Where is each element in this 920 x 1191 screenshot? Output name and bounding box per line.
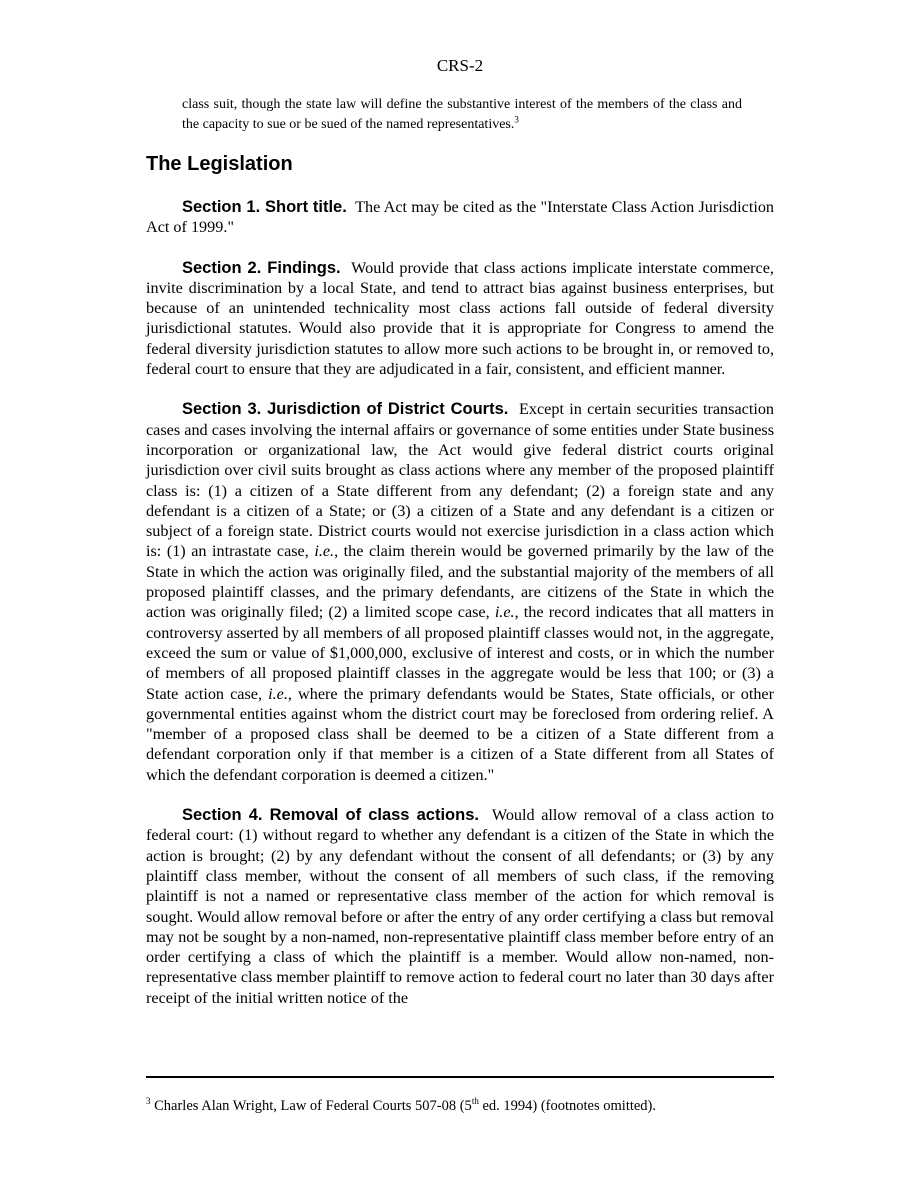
body-text: Except in certain securities transaction cases and cases involving the internal affairs or governance of some entities under State business incorporation or organizational law, the Act would give federal district courts original jurisdiction over civil suits brought as class actions where any member of the proposed plaintiff class is: (1) a citizen of a State different from any defendant; (2) a foreign state and any defendant is a citizen of a State; or (3) a citizen of a State and any defendant is a citizen or subject of a foreign state. District courts would not exercise jurisdiction in a class action which is: (1) an intrastate case, — [146, 400, 775, 561]
italic-abbreviation: i.e. — [494, 603, 515, 622]
section-2 — [146, 258, 774, 380]
section-4-body — [146, 806, 774, 1007]
section-3-label: Section 3. Jurisdiction of District Courts. — [182, 400, 509, 419]
italic-abbreviation: i.e. — [268, 684, 288, 703]
body-text: , the claim therein would be governed primarily by the law of the State in which the action was originally filed, and the substantial majority of the members of all proposed plaintiff classes, and the primary defendants, are citizens of the State in which the action was originally filed; (2) a limited scope case, — [146, 542, 774, 622]
footnote-text-before: Charles Alan Wright, Law of Federal Courts 507-08 (5 — [154, 1098, 472, 1114]
body-text: The Act may be cited as the "Interstate Class Action Jurisdiction Act of 1999." — [146, 198, 775, 237]
footnote-text-after: ed. 1994) (footnotes omitted). — [478, 1098, 657, 1114]
italic-abbreviation: i.e. — [314, 542, 335, 561]
section-4-label: Section 4. Removal of class actions. — [182, 806, 479, 825]
section-1-text — [347, 198, 355, 216]
body-text: , where the primary defendants would be States, State officials, or other governmental entities against whom the district court may be foreclosed from ordering relief. A "member of a proposed class shall be deemed to be a citizen of a State different from a defendant corporation only if that member is a citizen of a State different from all States of which the defendant corporation is deemed a citizen." — [146, 684, 774, 784]
block-quote — [182, 95, 742, 135]
footnote-reference: 3 — [514, 114, 519, 125]
section-1-label: Section 1. Short title. — [182, 198, 347, 216]
block-quote-text: class suit, though the state law will define the substantive interest of the members of the class and the capacity to sue or be sued of the named representatives. — [182, 97, 742, 132]
footnote-superscript: th — [471, 1096, 479, 1107]
body-text: Would allow removal of a class action to federal court: (1) without regard to whether any defendant is a citizen of the State in which the action is brought; (2) by any defendant without the consent of all defendants; or (3) by any plaintiff class member, without the consent of all members of such class, if the removing plaintiff is not a named or representative class member of the action for which removal is sought. Would allow removal before or after the entry of any order certifying a class but removal may not be sought by a non-named, non-representative plaintiff class member before entry of an order certifying a class of which the plaintiff is a member. Would allow non-named, non-representative class member plaintiff to remove action to federal court no later than 30 days after receipt of the initial written notice of the — [146, 806, 774, 1007]
main-content — [146, 151, 774, 1028]
section-4 — [146, 805, 774, 1008]
section-1 — [146, 197, 774, 238]
section-2-spacer — [341, 259, 352, 277]
footnote-divider — [146, 1076, 774, 1078]
section-heading: The Legislation — [146, 153, 293, 175]
body-text: , the record indicates that all matters in controversy asserted by all members of all proposed plaintiff classes would not, in the aggregate, exceed the sum or value of $1,000,000, exclusive of interest and costs, or in which the number of members of all proposed plaintiff classes in the aggregate would be less that 100; or (3) a State action case, — [146, 603, 774, 703]
section-4-spacer — [479, 806, 492, 824]
section-3-spacer — [508, 400, 519, 418]
page-number: CRS-2 — [436, 56, 484, 75]
section-3-body — [146, 400, 774, 783]
footnote-number: 3 — [146, 1096, 151, 1107]
section-3 — [146, 399, 774, 785]
section-2-label: Section 2. Findings. — [182, 258, 341, 277]
body-text: Would provide that class actions implicate interstate commerce, invite discrimination by a local State, and tend to attract bias against business enterprises, but because of an unintended technicality most class actions fall outside of federal diversity jurisdictional statutes. Would also provide that it is appropriate for Congress to amend the federal diversity jurisdiction statutes to allow more such actions to be brought in, or removed to, federal court to ensure that they are adjudicated in a fair, consistent, and efficient manner. — [146, 258, 774, 379]
footnote — [146, 1097, 774, 1115]
